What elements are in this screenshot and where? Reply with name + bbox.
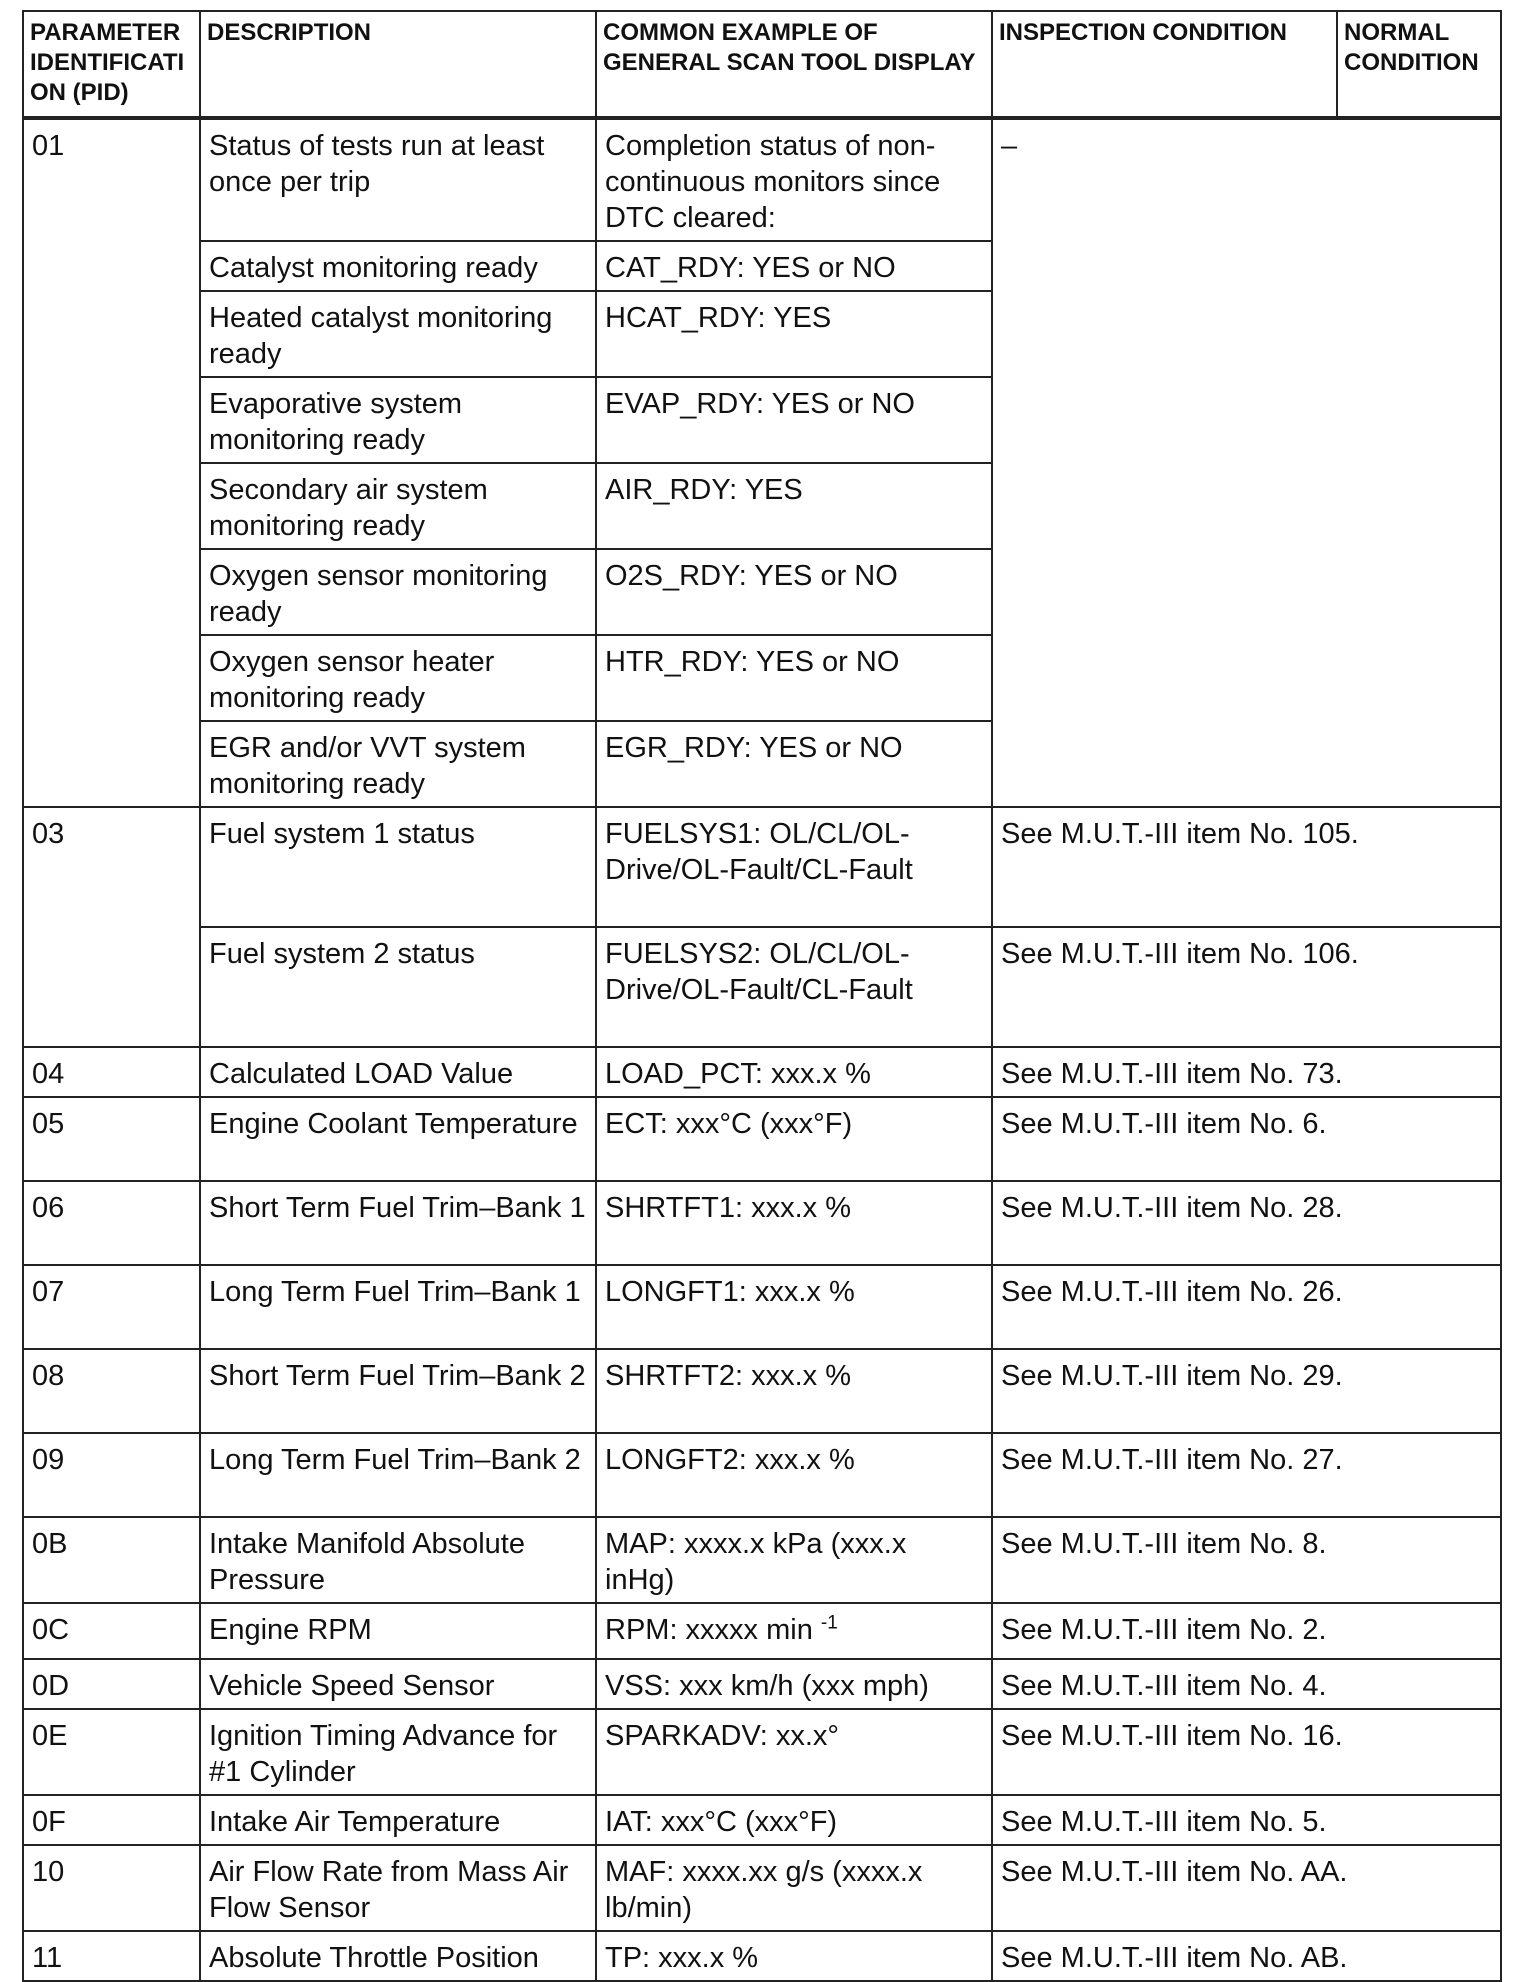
display-cell: VSS: xxx km/h (xxx mph) — [596, 1659, 992, 1709]
description-cell: Air Flow Rate from Mass Air Flow Sensor — [200, 1845, 596, 1931]
description-cell: Oxygen sensor heater monitoring ready — [200, 635, 596, 721]
header-row — [23, 11, 1501, 118]
table-row — [23, 1795, 1501, 1845]
table-row — [23, 1097, 1501, 1181]
condition-cell: See M.U.T.-III item No. 29. — [992, 1349, 1501, 1433]
table-row — [23, 1709, 1501, 1795]
header-inspection-condition: INSPECTION CONDITION — [992, 11, 1337, 118]
display-cell: Completion status of non-continuous monitors since DTC cleared: — [596, 118, 992, 241]
table-row — [23, 807, 1501, 927]
description-cell: Status of tests run at least once per trip — [200, 118, 596, 241]
header-normal-condition: NORMAL CONDITION — [1337, 11, 1501, 118]
description-cell: EGR and/or VVT system monitoring ready — [200, 721, 596, 807]
description-cell: Intake Manifold Absolute Pressure — [200, 1517, 596, 1603]
description-cell: Absolute Throttle Position — [200, 1931, 596, 1981]
display-cell: LONGFT2: xxx.x % — [596, 1433, 992, 1517]
description-cell: Fuel system 1 status — [200, 807, 596, 927]
table-row — [23, 1349, 1501, 1433]
pid-cell: 0C — [23, 1603, 200, 1659]
condition-cell: See M.U.T.-III item No. 5. — [992, 1795, 1501, 1845]
pid-cell: 05 — [23, 1097, 200, 1181]
condition-cell: See M.U.T.-III item No. 4. — [992, 1659, 1501, 1709]
table-row — [23, 927, 1501, 1047]
display-cell: LOAD_PCT: xxx.x % — [596, 1047, 992, 1097]
description-cell: Heated catalyst monitoring ready — [200, 291, 596, 377]
pid-cell: 07 — [23, 1265, 200, 1349]
table-row — [23, 118, 1501, 241]
display-cell: FUELSYS1: OL/CL/OL-Drive/OL-Fault/CL-Fault — [596, 807, 992, 927]
condition-cell: See M.U.T.-III item No. 8. — [992, 1517, 1501, 1603]
table-row — [23, 1047, 1501, 1097]
display-cell: SHRTFT2: xxx.x % — [596, 1349, 992, 1433]
display-cell: MAF: xxxx.xx g/s (xxxx.x lb/min) — [596, 1845, 992, 1931]
display-cell: FUELSYS2: OL/CL/OL-Drive/OL-Fault/CL-Fault — [596, 927, 992, 1047]
description-cell: Long Term Fuel Trim–Bank 2 — [200, 1433, 596, 1517]
description-cell: Intake Air Temperature — [200, 1795, 596, 1845]
pid-cell: 10 — [23, 1845, 200, 1931]
condition-cell: – — [992, 118, 1501, 807]
pid-cell: 11 — [23, 1931, 200, 1981]
pid-table — [22, 10, 1502, 1982]
table-row — [23, 1433, 1501, 1517]
description-cell: Calculated LOAD Value — [200, 1047, 596, 1097]
header-pid: PARAMETER IDENTIFICATION (PID) — [23, 11, 200, 118]
description-cell: Short Term Fuel Trim–Bank 1 — [200, 1181, 596, 1265]
condition-cell: See M.U.T.-III item No. 16. — [992, 1709, 1501, 1795]
condition-cell: See M.U.T.-III item No. AA. — [992, 1845, 1501, 1931]
condition-cell: See M.U.T.-III item No. 26. — [992, 1265, 1501, 1349]
table-row — [23, 1517, 1501, 1603]
table-row — [23, 1603, 1501, 1659]
condition-cell: See M.U.T.-III item No. 2. — [992, 1603, 1501, 1659]
display-cell: MAP: xxxx.x kPa (xxx.x inHg) — [596, 1517, 992, 1603]
pid-cell: 08 — [23, 1349, 200, 1433]
table-row — [23, 1845, 1501, 1931]
description-cell: Evaporative system monitoring ready — [200, 377, 596, 463]
pid-cell: 0B — [23, 1517, 200, 1603]
description-cell: Fuel system 2 status — [200, 927, 596, 1047]
table-row — [23, 1181, 1501, 1265]
condition-cell: See M.U.T.-III item No. 27. — [992, 1433, 1501, 1517]
pid-cell: 0E — [23, 1709, 200, 1795]
display-cell: EVAP_RDY: YES or NO — [596, 377, 992, 463]
display-superscript: -1 — [820, 1612, 838, 1634]
display-cell: EGR_RDY: YES or NO — [596, 721, 992, 807]
pid-cell: 0D — [23, 1659, 200, 1709]
description-cell: Long Term Fuel Trim–Bank 1 — [200, 1265, 596, 1349]
description-cell: Secondary air system monitoring ready — [200, 463, 596, 549]
display-cell — [596, 1603, 992, 1659]
pid-cell: 04 — [23, 1047, 200, 1097]
display-cell: CAT_RDY: YES or NO — [596, 241, 992, 291]
header-description: DESCRIPTION — [200, 11, 596, 118]
table-row — [23, 1265, 1501, 1349]
pid-cell: 09 — [23, 1433, 200, 1517]
display-cell: SPARKADV: xx.x° — [596, 1709, 992, 1795]
description-cell: Vehicle Speed Sensor — [200, 1659, 596, 1709]
display-cell: IAT: xxx°C (xxx°F) — [596, 1795, 992, 1845]
condition-cell: See M.U.T.-III item No. 28. — [992, 1181, 1501, 1265]
display-cell: LONGFT1: xxx.x % — [596, 1265, 992, 1349]
condition-cell: See M.U.T.-III item No. 6. — [992, 1097, 1501, 1181]
description-cell: Catalyst monitoring ready — [200, 241, 596, 291]
description-cell: Short Term Fuel Trim–Bank 2 — [200, 1349, 596, 1433]
table-row — [23, 1931, 1501, 1981]
pid-cell: 01 — [23, 118, 200, 807]
condition-cell: See M.U.T.-III item No. 106. — [992, 927, 1501, 1047]
description-cell: Ignition Timing Advance for #1 Cylinder — [200, 1709, 596, 1795]
description-cell: Engine Coolant Temperature — [200, 1097, 596, 1181]
description-cell: Oxygen sensor monitoring ready — [200, 549, 596, 635]
display-cell: O2S_RDY: YES or NO — [596, 549, 992, 635]
condition-cell: See M.U.T.-III item No. 73. — [992, 1047, 1501, 1097]
pid-cell: 0F — [23, 1795, 200, 1845]
display-cell: HTR_RDY: YES or NO — [596, 635, 992, 721]
display-cell: HCAT_RDY: YES — [596, 291, 992, 377]
header-scan-tool-display: COMMON EXAMPLE OF GENERAL SCAN TOOL DISPLAY — [596, 11, 992, 118]
condition-cell: See M.U.T.-III item No. 105. — [992, 807, 1501, 927]
condition-cell: See M.U.T.-III item No. AB. — [992, 1931, 1501, 1981]
display-cell: TP: xxx.x % — [596, 1931, 992, 1981]
description-cell: Engine RPM — [200, 1603, 596, 1659]
display-cell: AIR_RDY: YES — [596, 463, 992, 549]
display-cell: SHRTFT1: xxx.x % — [596, 1181, 992, 1265]
display-text: RPM: xxxxx min — [605, 1614, 813, 1646]
pid-cell: 06 — [23, 1181, 200, 1265]
pid-cell: 03 — [23, 807, 200, 1047]
table-row — [23, 1659, 1501, 1709]
display-cell: ECT: xxx°C (xxx°F) — [596, 1097, 992, 1181]
